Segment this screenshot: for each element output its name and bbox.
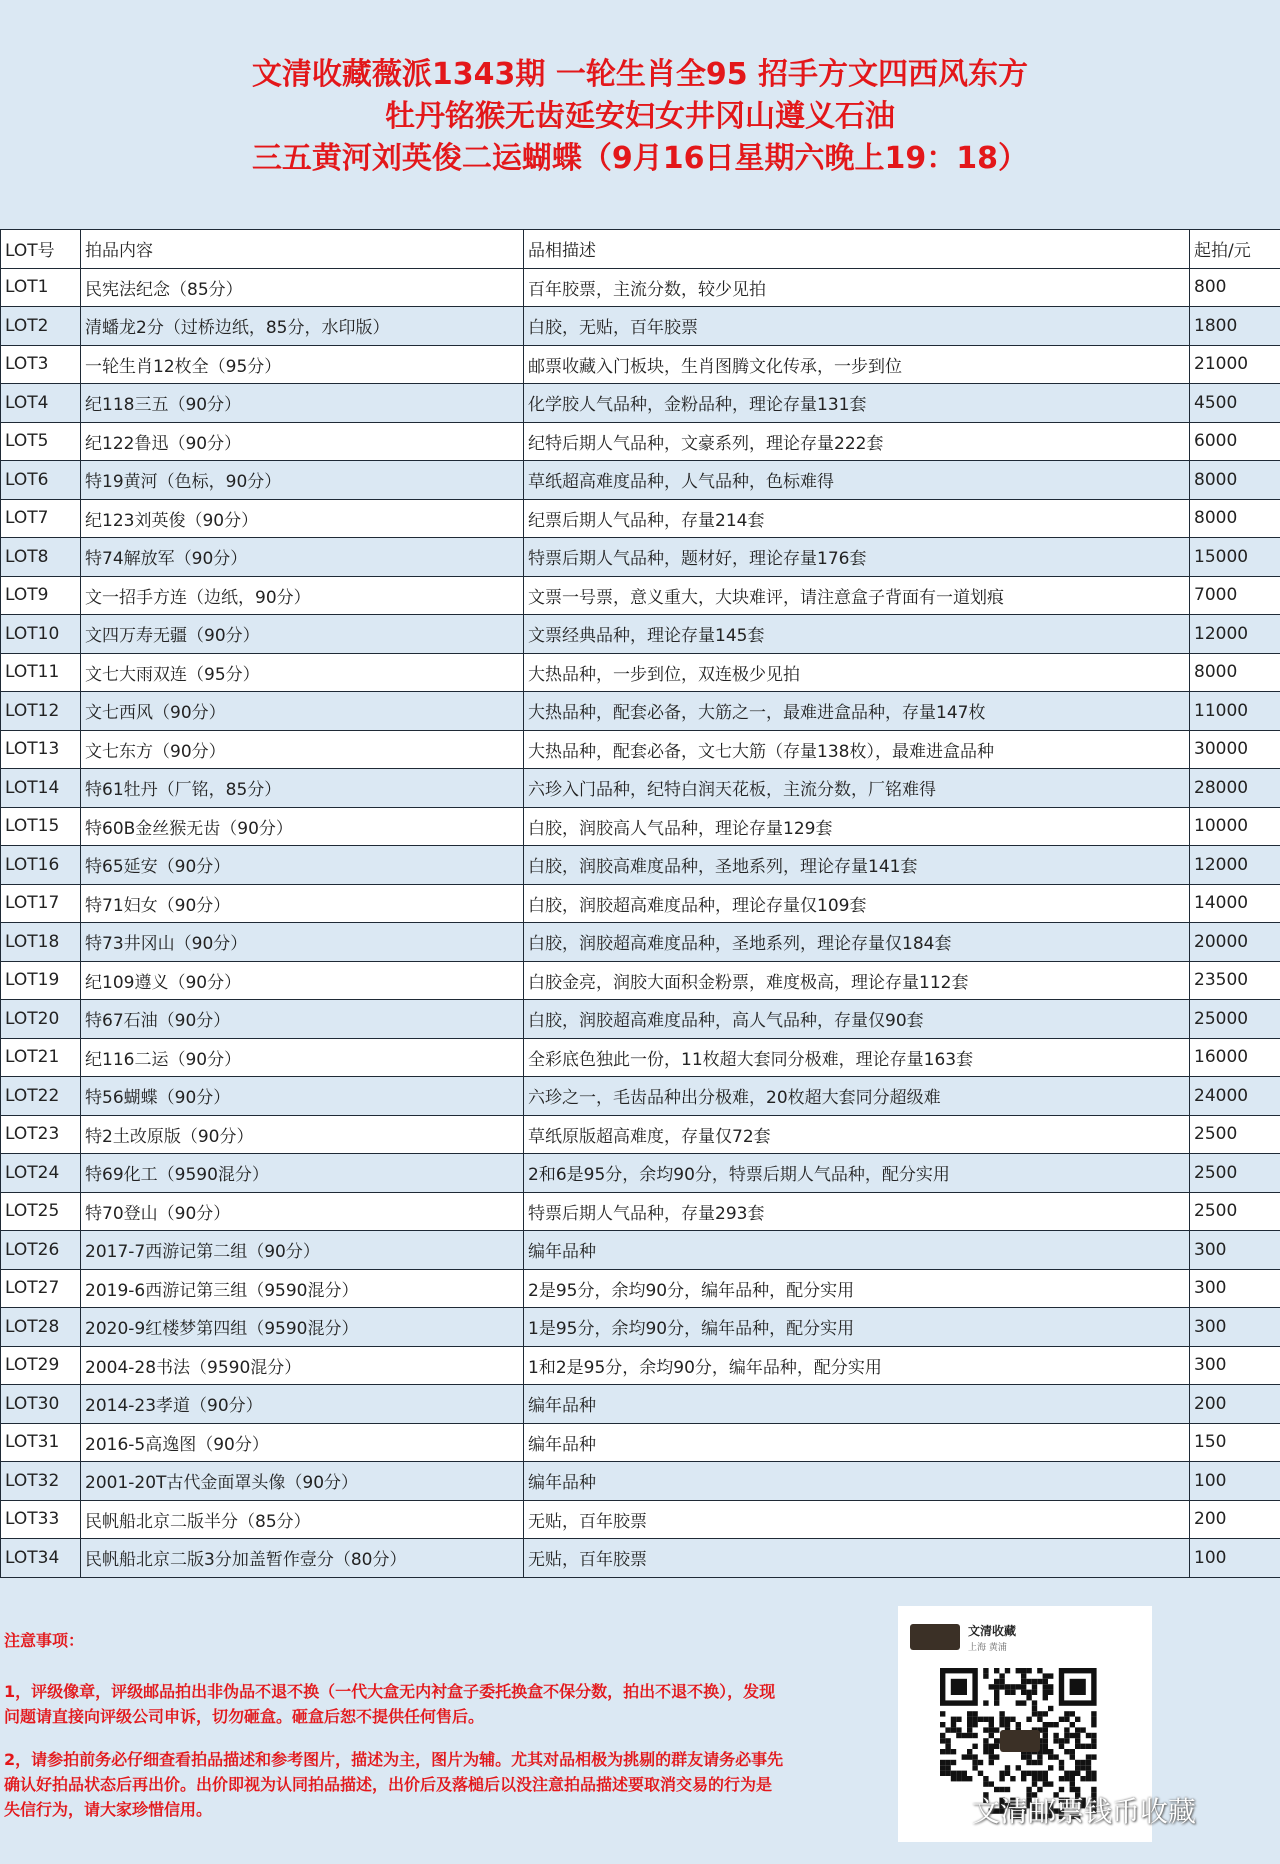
start-price-cell: 12000 — [1190, 846, 1280, 885]
lot-number-cell: LOT7 — [1, 499, 81, 538]
start-price-cell: 4500 — [1190, 384, 1280, 423]
item-content-cell: 2020-9红楼梦第四组（9590混分） — [81, 1308, 524, 1347]
start-price-cell: 28000 — [1190, 769, 1280, 808]
start-price-cell: 12000 — [1190, 615, 1280, 654]
condition-cell: 编年品种 — [524, 1423, 1190, 1462]
condition-cell: 白胶，润胶超高难度品种，理论存量仅109套 — [524, 884, 1190, 923]
table-row — [1, 615, 1280, 654]
item-content-cell: 民帆船北京二版半分（85分） — [81, 1500, 524, 1539]
item-content-cell: 民宪法纪念（85分） — [81, 268, 524, 307]
catalog-title — [0, 54, 1280, 180]
table-row — [1, 846, 1280, 885]
condition-cell: 特票后期人气品种，题材好，理论存量176套 — [524, 538, 1190, 577]
condition-cell: 白胶金亮，润胶大面积金粉票，难度极高，理论存量112套 — [524, 961, 1190, 1000]
lot-number-cell: LOT18 — [1, 923, 81, 962]
item-content-cell: 特2土改原版（90分） — [81, 1115, 524, 1154]
lot-number-cell: LOT27 — [1, 1269, 81, 1308]
lot-number-cell: LOT28 — [1, 1308, 81, 1347]
condition-cell: 编年品种 — [524, 1462, 1190, 1501]
start-price-cell: 15000 — [1190, 538, 1280, 577]
table-row — [1, 1462, 1280, 1501]
start-price-cell: 6000 — [1190, 422, 1280, 461]
start-price-cell: 7000 — [1190, 576, 1280, 615]
title-line-2: 牡丹铭猴无齿延安妇女井冈山遵义石油 — [385, 99, 895, 134]
lot-number-cell: LOT17 — [1, 884, 81, 923]
condition-cell: 无贴，百年胶票 — [524, 1539, 1190, 1578]
item-content-cell: 纪116二运（90分） — [81, 1038, 524, 1077]
start-price-cell: 16000 — [1190, 1038, 1280, 1077]
item-content-cell: 2017-7西游记第二组（90分） — [81, 1231, 524, 1270]
table-row — [1, 1269, 1280, 1308]
start-price-cell: 25000 — [1190, 1000, 1280, 1039]
item-content-cell: 特73井冈山（90分） — [81, 923, 524, 962]
lot-number-cell: LOT29 — [1, 1346, 81, 1385]
item-content-cell: 纪123刘英俊（90分） — [81, 499, 524, 538]
table-row — [1, 461, 1280, 500]
item-content-cell: 特70登山（90分） — [81, 1192, 524, 1231]
condition-cell: 2是95分，余均90分，编年品种，配分实用 — [524, 1269, 1190, 1308]
lot-number-cell: LOT6 — [1, 461, 81, 500]
lot-number-cell: LOT20 — [1, 1000, 81, 1039]
start-price-cell: 150 — [1190, 1423, 1280, 1462]
start-price-cell: 24000 — [1190, 1077, 1280, 1116]
condition-cell: 六珍之一，毛齿品种出分极难，20枚超大套同分超级难 — [524, 1077, 1190, 1116]
start-price-cell: 8000 — [1190, 499, 1280, 538]
item-content-cell: 2001-20T古代金面罩头像（90分） — [81, 1462, 524, 1501]
lot-number-cell: LOT32 — [1, 1462, 81, 1501]
header-lot-number: LOT号 — [1, 230, 81, 269]
lot-number-cell: LOT12 — [1, 692, 81, 731]
lot-number-cell: LOT26 — [1, 1231, 81, 1270]
lot-number-cell: LOT23 — [1, 1115, 81, 1154]
condition-cell: 草纸原版超高难度，存量仅72套 — [524, 1115, 1190, 1154]
item-content-cell: 清蟠龙2分（过桥边纸，85分，水印版） — [81, 307, 524, 346]
table-row — [1, 1346, 1280, 1385]
item-content-cell: 特74解放军（90分） — [81, 538, 524, 577]
lot-number-cell: LOT5 — [1, 422, 81, 461]
table-row — [1, 576, 1280, 615]
condition-cell: 编年品种 — [524, 1231, 1190, 1270]
table-row — [1, 961, 1280, 1000]
start-price-cell: 11000 — [1190, 692, 1280, 731]
condition-cell: 白胶，润胶超高难度品种，高人气品种，存量仅90套 — [524, 1000, 1190, 1039]
note-item-2: 2，请参拍前务必仔细查看拍品描述和参考图片，描述为主，图片为辅。尤其对品相极为挑剔的群友请务必事先确认好拍品状态后再出价。出价即视为认同拍品描述，出价后及落槌后以没注意拍品描述要取消交易的行为是失信行为，请大家珍惜信用。 — [4, 1750, 784, 1819]
item-content-cell: 特65延安（90分） — [81, 846, 524, 885]
table-row — [1, 1038, 1280, 1077]
note-item-1: 1，评级像章，评级邮品拍出非伪品不退不换（一代大盒无内衬盒子委托换盒不保分数，拍出不退不换），发现问题请直接向评级公司申诉，切勿砸盒。砸盒后恕不提供任何售后。 — [4, 1682, 776, 1726]
qr-brand-name: 文清收藏 — [968, 1624, 1017, 1638]
table-row — [1, 1539, 1280, 1578]
table-row — [1, 1192, 1280, 1231]
table-row — [1, 307, 1280, 346]
lot-number-cell: LOT1 — [1, 268, 81, 307]
condition-cell: 全彩底色独此一份，11枚超大套同分极难，理论存量163套 — [524, 1038, 1190, 1077]
item-content-cell: 特19黄河（色标，90分） — [81, 461, 524, 500]
item-content-cell: 纪109遵义（90分） — [81, 961, 524, 1000]
lot-number-cell: LOT31 — [1, 1423, 81, 1462]
lot-number-cell: LOT14 — [1, 769, 81, 808]
condition-cell: 1和2是95分，余均90分，编年品种，配分实用 — [524, 1346, 1190, 1385]
lot-number-cell: LOT10 — [1, 615, 81, 654]
lot-number-cell: LOT21 — [1, 1038, 81, 1077]
condition-cell: 纪票后期人气品种，存量214套 — [524, 499, 1190, 538]
lot-number-cell: LOT33 — [1, 1500, 81, 1539]
item-content-cell: 特60B金丝猴无齿（90分） — [81, 807, 524, 846]
table-row — [1, 499, 1280, 538]
lot-number-cell: LOT3 — [1, 345, 81, 384]
condition-cell: 无贴，百年胶票 — [524, 1500, 1190, 1539]
lot-number-cell: LOT15 — [1, 807, 81, 846]
lot-number-cell: LOT34 — [1, 1539, 81, 1578]
condition-cell: 百年胶票，主流分数，较少见拍 — [524, 268, 1190, 307]
condition-cell: 白胶，无贴，百年胶票 — [524, 307, 1190, 346]
condition-cell: 大热品种，一步到位，双连极少见拍 — [524, 653, 1190, 692]
notes-section — [4, 1628, 784, 1840]
condition-cell: 白胶，润胶超高难度品种，圣地系列，理论存量仅184套 — [524, 923, 1190, 962]
table-row — [1, 1385, 1280, 1424]
start-price-cell: 23500 — [1190, 961, 1280, 1000]
table-row — [1, 692, 1280, 731]
table-row — [1, 1500, 1280, 1539]
start-price-cell: 8000 — [1190, 461, 1280, 500]
header-item-content: 拍品内容 — [81, 230, 524, 269]
table-row — [1, 384, 1280, 423]
start-price-cell: 100 — [1190, 1462, 1280, 1501]
table-row — [1, 1115, 1280, 1154]
condition-cell: 化学胶人气品种，金粉品种，理论存量131套 — [524, 384, 1190, 423]
item-content-cell: 文四万寿无疆（90分） — [81, 615, 524, 654]
item-content-cell: 文七西风（90分） — [81, 692, 524, 731]
header-start-price: 起拍/元 — [1190, 230, 1280, 269]
table-row — [1, 1308, 1280, 1347]
condition-cell: 六珍入门品种，纪特白润天花板，主流分数，厂铭难得 — [524, 769, 1190, 808]
table-row — [1, 422, 1280, 461]
start-price-cell: 30000 — [1190, 730, 1280, 769]
condition-cell: 白胶，润胶高人气品种，理论存量129套 — [524, 807, 1190, 846]
lot-number-cell: LOT8 — [1, 538, 81, 577]
lot-number-cell: LOT9 — [1, 576, 81, 615]
item-content-cell: 2016-5高逸图（90分） — [81, 1423, 524, 1462]
start-price-cell: 300 — [1190, 1231, 1280, 1270]
start-price-cell: 14000 — [1190, 884, 1280, 923]
start-price-cell: 10000 — [1190, 807, 1280, 846]
start-price-cell: 2500 — [1190, 1154, 1280, 1193]
table-row — [1, 538, 1280, 577]
condition-cell: 纪特后期人气品种，文豪系列，理论存量222套 — [524, 422, 1190, 461]
start-price-cell: 200 — [1190, 1385, 1280, 1424]
start-price-cell: 300 — [1190, 1346, 1280, 1385]
start-price-cell: 300 — [1190, 1308, 1280, 1347]
notes-heading: 注意事项： — [4, 1631, 85, 1650]
start-price-cell: 1800 — [1190, 307, 1280, 346]
condition-cell: 邮票收藏入门板块，生肖图腾文化传承，一步到位 — [524, 345, 1190, 384]
start-price-cell: 300 — [1190, 1269, 1280, 1308]
item-content-cell: 2004-28书法（9590混分） — [81, 1346, 524, 1385]
lot-number-cell: LOT13 — [1, 730, 81, 769]
table-row — [1, 1077, 1280, 1116]
table-row — [1, 769, 1280, 808]
item-content-cell: 2014-23孝道（90分） — [81, 1385, 524, 1424]
start-price-cell: 2500 — [1190, 1115, 1280, 1154]
lot-number-cell: LOT2 — [1, 307, 81, 346]
wechat-icon — [930, 1798, 966, 1828]
condition-cell: 编年品种 — [524, 1385, 1190, 1424]
item-content-cell: 民帆船北京二版3分加盖暂作壹分（80分） — [81, 1539, 524, 1578]
item-content-cell: 纪118三五（90分） — [81, 384, 524, 423]
table-row — [1, 1423, 1280, 1462]
item-content-cell: 文一招手方连（边纸，90分） — [81, 576, 524, 615]
table-row — [1, 884, 1280, 923]
lot-number-cell: LOT19 — [1, 961, 81, 1000]
condition-cell: 2和6是95分，余均90分，特票后期人气品种，配分实用 — [524, 1154, 1190, 1193]
start-price-cell: 2500 — [1190, 1192, 1280, 1231]
condition-cell: 草纸超高难度品种，人气品种，色标难得 — [524, 461, 1190, 500]
lot-number-cell: LOT25 — [1, 1192, 81, 1231]
lot-number-cell: LOT11 — [1, 653, 81, 692]
condition-cell: 1是95分，余均90分，编年品种，配分实用 — [524, 1308, 1190, 1347]
item-content-cell: 文七东方（90分） — [81, 730, 524, 769]
lot-number-cell: LOT4 — [1, 384, 81, 423]
table-row — [1, 730, 1280, 769]
item-content-cell: 文七大雨双连（95分） — [81, 653, 524, 692]
condition-cell: 文票经典品种，理论存量145套 — [524, 615, 1190, 654]
lot-number-cell: LOT24 — [1, 1154, 81, 1193]
lot-table — [0, 229, 1280, 1578]
table-row — [1, 268, 1280, 307]
item-content-cell: 一轮生肖12枚全（95分） — [81, 345, 524, 384]
condition-cell: 文票一号票，意义重大，大块难评，请注意盒子背面有一道划痕 — [524, 576, 1190, 615]
table-row — [1, 923, 1280, 962]
start-price-cell: 800 — [1190, 268, 1280, 307]
start-price-cell: 21000 — [1190, 345, 1280, 384]
start-price-cell: 100 — [1190, 1539, 1280, 1578]
condition-cell: 特票后期人气品种，存量293套 — [524, 1192, 1190, 1231]
lot-number-cell: LOT22 — [1, 1077, 81, 1116]
table-row — [1, 345, 1280, 384]
item-content-cell: 纪122鲁迅（90分） — [81, 422, 524, 461]
lot-number-cell: LOT16 — [1, 846, 81, 885]
qr-brand-location: 上海 黄浦 — [968, 1643, 1007, 1653]
start-price-cell: 20000 — [1190, 923, 1280, 962]
item-content-cell: 2019-6西游记第三组（9590混分） — [81, 1269, 524, 1308]
item-content-cell: 特71妇女（90分） — [81, 884, 524, 923]
item-content-cell: 特69化工（9590混分） — [81, 1154, 524, 1193]
start-price-cell: 8000 — [1190, 653, 1280, 692]
title-line-3: 三五黄河刘英俊二运蝴蝶（9月16日星期六晚上19：18） — [251, 141, 1029, 176]
brand-logo-icon — [910, 1624, 960, 1650]
table-header-row — [1, 230, 1280, 269]
item-content-cell: 特61牡丹（厂铭，85分） — [81, 769, 524, 808]
watermark — [930, 1790, 1196, 1830]
condition-cell: 大热品种，配套必备，文七大筋（存量138枚），最难进盒品种 — [524, 730, 1190, 769]
header-condition: 品相描述 — [524, 230, 1190, 269]
watermark-text: 文清邮票钱币收藏 — [972, 1795, 1197, 1828]
table-row — [1, 807, 1280, 846]
table-row — [1, 1231, 1280, 1270]
table-row — [1, 653, 1280, 692]
title-line-1: 文清收藏薇派1343期 一轮生肖全95 招手方文四西风东方 — [251, 57, 1029, 92]
lot-number-cell: LOT30 — [1, 1385, 81, 1424]
start-price-cell: 200 — [1190, 1500, 1280, 1539]
item-content-cell: 特56蝴蝶（90分） — [81, 1077, 524, 1116]
table-row — [1, 1000, 1280, 1039]
item-content-cell: 特67石油（90分） — [81, 1000, 524, 1039]
condition-cell: 大热品种，配套必备，大筋之一，最难进盒品种，存量147枚 — [524, 692, 1190, 731]
table-row — [1, 1154, 1280, 1193]
condition-cell: 白胶，润胶高难度品种，圣地系列，理论存量141套 — [524, 846, 1190, 885]
